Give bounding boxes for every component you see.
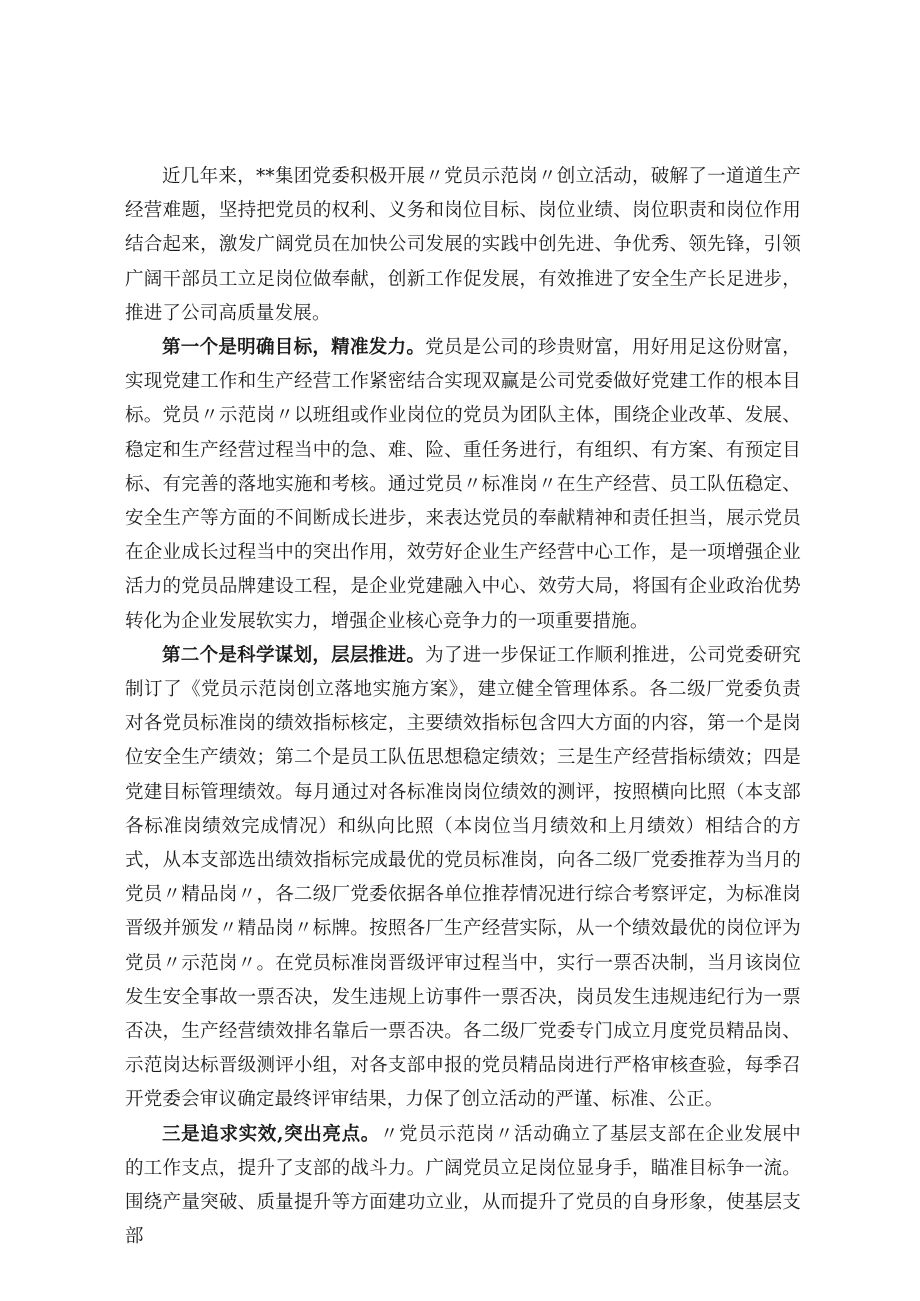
- paragraph-goal: [125, 331, 801, 639]
- paragraph-planning-heading: 第二个是科学谋划，层层推进。: [162, 644, 426, 666]
- paragraph-results-text: 〃党员示范岗〃活动确立了基层支部在企业发展中的工作支点，提升了支部的战斗力。广阔党员立足岗位显身手，瞄准目标争一流。围绕产量突破、质量提升等方面建功立业，从而提升了党员的自身形象，使基层支部: [125, 1123, 801, 1248]
- document-body: [125, 160, 801, 1255]
- paragraph-results: [125, 1118, 801, 1255]
- paragraph-goal-text: 党员是公司的珍贵财富，用好用足这份财富，实现党建工作和生产经营工作紧密结合实现双赢是公司党委做好党建工作的根本目标。党员〃示范岗〃以班组或作业岗位的党员为团队主体，围绕企业改革、发展、稳定和生产经营过程当中的急、难、险、重任务进行，有组织、有方案、有预定目标、有完善的落地实施和考核。通过党员〃标准岗〃在生产经营、员工队伍稳定、安全生产等方面的不间断成长进步，来表达党员的奉献精神和责任担当，展示党员在企业成长过程当中的突出作用，效劳好企业生产经营中心工作，是一项增强企业活力的党员品牌建设工程，是企业党建融入中心、效劳大局，将国有企业政治优势转化为企业发展软实力，增强企业核心竞争力的一项重要措施。: [125, 337, 801, 632]
- paragraph-planning: [125, 639, 801, 1118]
- paragraph-intro: [125, 160, 801, 331]
- paragraph-goal-heading: 第一个是明确目标，精准发力。: [162, 337, 426, 359]
- paragraph-intro-text: 近几年来，**集团党委积极开展〃党员示范岗〃创立活动，破解了一道道生产经营难题，坚持把党员的权利、义务和岗位目标、岗位业绩、岗位职责和岗位作用结合起来，激发广阔党员在加快公司发展的实践中创先进、争优秀、领先锋，引领广阔干部员工立足岗位做奉献，创新工作促发展，有效推进了安全生产长足进步，推进了公司高质量发展。: [125, 166, 801, 324]
- paragraph-planning-text: 为了进一步保证工作顺利推进，公司党委研究制订了《党员示范岗创立落地实施方案》，建立健全管理体系。各二级厂党委负责对各党员标准岗的绩效指标核定，主要绩效指标包含四大方面的内容，第一个是岗位安全生产绩效；第二个是员工队伍思想稳定绩效；三是生产经营指标绩效；四是党建目标管理绩效。每月通过对各标准岗岗位绩效的测评，按照横向比照（本支部各标准岗绩效完成情况）和纵向比照（本岗位当月绩效和上月绩效）相结合的方式，从本支部选出绩效指标完成最优的党员标准岗，向各二级厂党委推荐为当月的党员〃精品岗〃，各二级厂党委依据各单位推荐情况进行综合考察评定，为标准岗晋级并颁发〃精品岗〃标牌。按照各厂生产经营实际，从一个绩效最优的岗位评为党员〃示范岗〃。在党员标准岗晋级评审过程当中，实行一票否决制，当月该岗位发生安全事故一票否决，发生违规上访事件一票否决，岗员发生违规违纪行为一票否决，生产经营绩效排名靠后一票否决。各二级厂党委专门成立月度党员精品岗、示范岗达标晋级测评小组，对各支部申报的党员精品岗进行严格审核查验，每季召开党委会审议确定最终评审结果，力保了创立活动的严谨、标准、公正。: [125, 644, 801, 1111]
- paragraph-results-heading: 三是追求实效,突出亮点。: [162, 1123, 380, 1145]
